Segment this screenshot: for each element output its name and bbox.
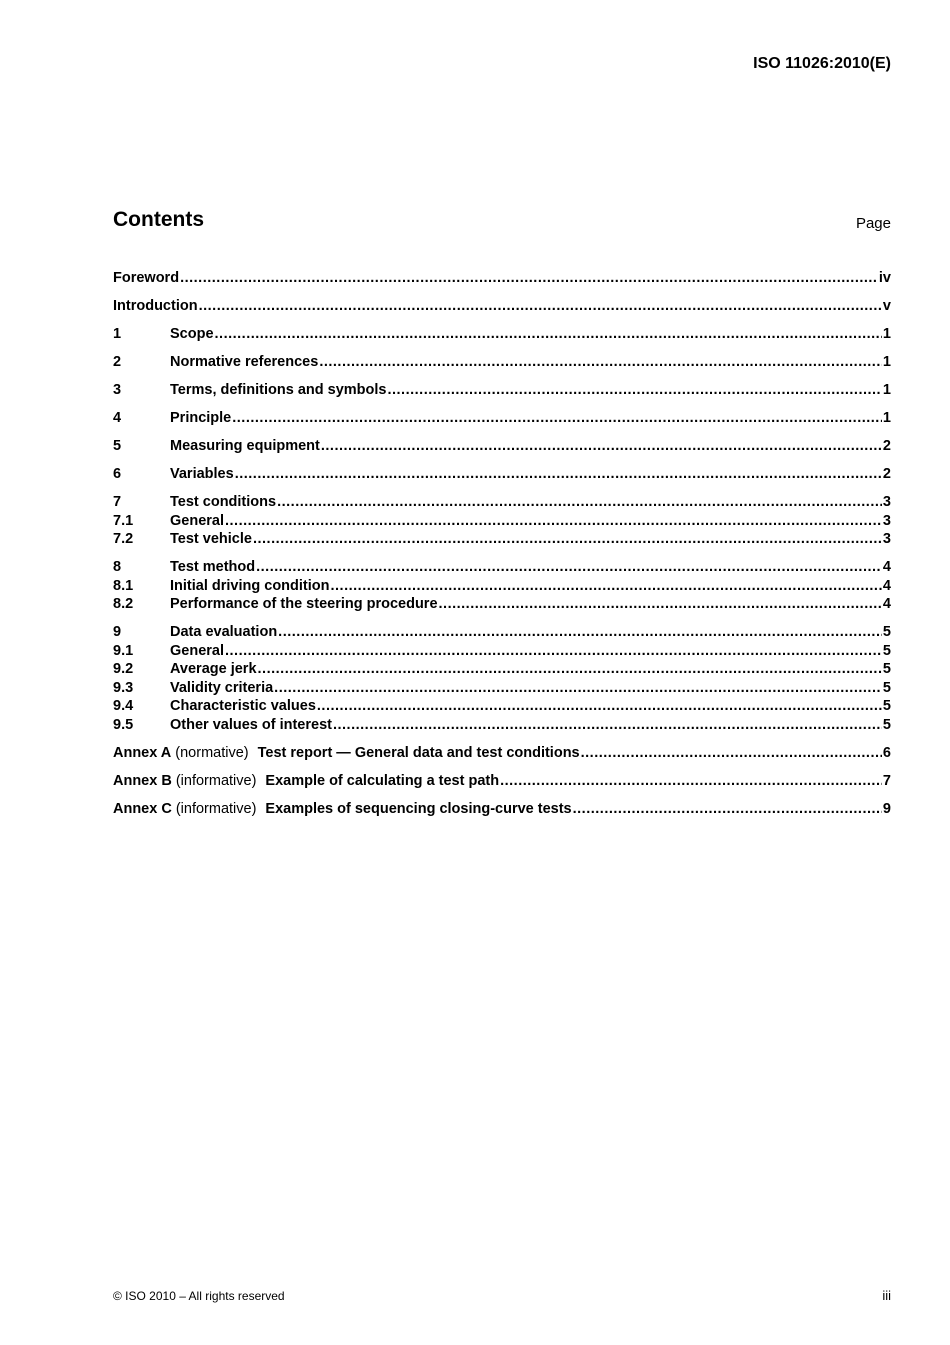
toc-entry-number: 7.1	[113, 512, 134, 529]
copyright-notice: © ISO 2010 – All rights reserved	[113, 1289, 285, 1303]
annex-page: 7	[882, 772, 891, 789]
annex-type: (normative)	[175, 744, 249, 761]
annex-title: Test report — General data and test conditions	[257, 744, 580, 761]
dot-leader	[333, 716, 882, 735]
toc-entry-page: 5	[882, 642, 891, 659]
toc-entry-number: 9.1	[113, 642, 134, 659]
dot-leader	[256, 558, 882, 577]
toc-entry[interactable]	[113, 353, 891, 372]
toc-entry-page: 5	[882, 661, 891, 677]
toc-entry-page: 1	[882, 410, 891, 426]
toc-entry[interactable]	[113, 558, 891, 577]
dot-leader	[215, 325, 882, 344]
annex-type: (informative)	[175, 800, 257, 817]
toc-entry-page: 2	[882, 466, 891, 482]
document-id: ISO 11026:2010(E)	[753, 55, 891, 72]
toc-entry-number: 9.5	[113, 716, 134, 733]
dot-leader	[253, 530, 882, 549]
toc-entry-number: 1	[113, 326, 122, 342]
dot-leader	[199, 297, 882, 316]
annex-title: Examples of sequencing closing-curve tests	[265, 800, 572, 817]
toc-entry-title: Terms, definitions and symbols	[170, 382, 387, 398]
annex-type: (informative)	[175, 772, 257, 789]
toc-entry[interactable]	[113, 697, 891, 716]
table-of-contents	[113, 269, 891, 818]
dot-leader	[225, 512, 882, 531]
toc-entry[interactable]	[113, 512, 891, 531]
toc-entry-title: Test conditions	[170, 494, 277, 510]
dot-leader	[277, 493, 882, 512]
page-number: iii	[882, 1288, 891, 1303]
annex-entry[interactable]	[113, 772, 891, 791]
toc-entry-number: 7.2	[113, 531, 134, 547]
dot-leader	[500, 772, 882, 791]
toc-entry-title: Test vehicle	[170, 531, 252, 547]
toc-entry-page: 5	[882, 624, 891, 640]
toc-entry[interactable]	[113, 297, 891, 316]
toc-entry-page: 3	[882, 531, 891, 547]
toc-entry-number: 8.1	[113, 577, 134, 594]
toc-entry[interactable]	[113, 642, 891, 661]
dot-leader	[387, 381, 881, 400]
toc-entry-page: v	[882, 298, 891, 314]
toc-entry-page: 3	[882, 512, 891, 529]
toc-entry-title: Other values of interest	[170, 716, 332, 733]
dot-leader	[235, 465, 882, 484]
toc-entry-page: 5	[882, 679, 891, 696]
toc-entry-page: 4	[882, 596, 891, 612]
toc-entry-page: 2	[882, 438, 891, 454]
toc-entry-number: 2	[113, 354, 122, 370]
toc-entry-title: Test method	[170, 559, 256, 575]
toc-entry[interactable]	[113, 623, 891, 642]
toc-entry-page: 4	[882, 577, 891, 594]
toc-entry-title: Foreword	[113, 270, 180, 286]
toc-entry-title: Validity criteria	[170, 679, 274, 696]
toc-entry-title: Scope	[170, 326, 214, 342]
toc-entry-number: 3	[113, 382, 122, 398]
toc-entry-page: 4	[882, 559, 891, 575]
toc-entry-number: 9.2	[113, 661, 134, 677]
dot-leader	[581, 744, 882, 763]
toc-entry-page: 5	[882, 716, 891, 733]
annex-label: Annex A	[113, 744, 172, 761]
annex-page: 6	[882, 744, 891, 761]
dot-leader	[573, 800, 882, 819]
dot-leader	[274, 679, 882, 698]
dot-leader	[258, 660, 882, 679]
dot-leader	[331, 577, 882, 596]
dot-leader	[225, 642, 882, 661]
toc-entry-number: 9.4	[113, 698, 134, 714]
toc-entry-number: 8	[113, 559, 122, 575]
annex-page: 9	[882, 800, 891, 817]
toc-entry[interactable]	[113, 679, 891, 698]
contents-heading: Contents	[113, 208, 204, 231]
dot-leader	[278, 623, 882, 642]
toc-entry-title: General	[170, 512, 224, 529]
toc-entry-number: 5	[113, 438, 122, 454]
toc-entry[interactable]	[113, 325, 891, 344]
toc-entry-title: Normative references	[170, 354, 319, 370]
dot-leader	[232, 409, 882, 428]
toc-entry-title: Initial driving condition	[170, 577, 330, 594]
toc-entry-title: Measuring equipment	[170, 438, 320, 454]
toc-entry-number: 9	[113, 624, 122, 640]
toc-entry-page: 5	[882, 698, 891, 714]
toc-entry-number: 4	[113, 410, 122, 426]
annex-entry[interactable]	[113, 744, 891, 763]
toc-entry-page: iv	[878, 270, 891, 286]
toc-entry[interactable]	[113, 716, 891, 735]
dot-leader	[439, 595, 882, 614]
toc-entry-page: 1	[882, 382, 891, 398]
toc-entry-title: Characteristic values	[170, 698, 316, 714]
toc-entry-number: 8.2	[113, 596, 134, 612]
toc-entry-page: 1	[882, 354, 891, 370]
toc-entry-title: Variables	[170, 466, 234, 482]
toc-entry[interactable]	[113, 493, 891, 512]
annex-label: Annex C	[113, 800, 172, 817]
toc-entry-title: General	[170, 642, 224, 659]
annex-label: Annex B	[113, 772, 172, 789]
dot-leader	[180, 269, 878, 288]
toc-entry-title: Performance of the steering procedure	[170, 596, 438, 612]
toc-entry[interactable]	[113, 577, 891, 596]
toc-entry-title: Introduction	[113, 298, 198, 314]
toc-entry[interactable]	[113, 269, 891, 288]
annex-title: Example of calculating a test path	[265, 772, 500, 789]
toc-entry-number: 9.3	[113, 679, 134, 696]
dot-leader	[321, 437, 882, 456]
toc-entry-title: Data evaluation	[170, 624, 278, 640]
dot-leader	[317, 697, 882, 716]
toc-entry[interactable]	[113, 595, 891, 614]
toc-entry-number: 7	[113, 494, 122, 510]
toc-entry[interactable]	[113, 465, 891, 484]
toc-entry-page: 1	[882, 326, 891, 342]
toc-entry-title: Principle	[170, 410, 232, 426]
toc-entry[interactable]	[113, 409, 891, 428]
toc-entry[interactable]	[113, 437, 891, 456]
toc-entry-number: 6	[113, 466, 122, 482]
toc-entry-page: 3	[882, 494, 891, 510]
annex-entry[interactable]	[113, 800, 891, 819]
page-column-label: Page	[855, 215, 891, 232]
toc-entry[interactable]	[113, 660, 891, 679]
toc-entry[interactable]	[113, 530, 891, 549]
toc-entry[interactable]	[113, 381, 891, 400]
dot-leader	[319, 353, 882, 372]
toc-entry-title: Average jerk	[170, 661, 257, 677]
